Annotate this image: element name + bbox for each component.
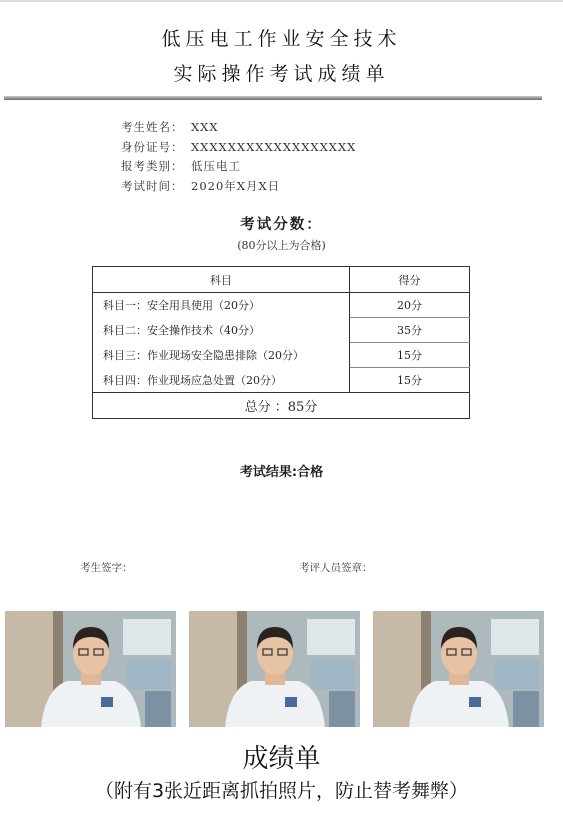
info-row-name [121,118,356,138]
table-row [93,293,470,318]
time-label: 考试时间： [121,178,184,193]
score-cell: 35分 [350,318,470,343]
id-label: 身份证号： [121,139,184,154]
time-value: 2020年X月X日 [191,178,281,193]
title-divider [4,96,542,100]
total-score: 总分 ：85分 [93,393,470,419]
subject-cell: 科目一：安全用具使用（20分） [93,293,350,318]
score-heading: 考试分数： [240,217,323,233]
info-row-id [121,138,356,158]
examinee-info [121,118,356,196]
total-row [93,393,470,419]
exam-result: 考试结果:合格 [239,465,324,480]
examinee-photo-2 [189,611,360,727]
subject-cell: 科目四：作业现场应急处置（20分） [93,368,350,393]
subject-column-header: 科目 [93,267,350,293]
table-row [93,318,470,343]
top-divider [0,0,563,2]
pass-criteria-note: (80分以上为合格) [237,239,326,252]
subject-cell: 科目三：作业现场安全隐患排除（20分） [93,343,350,368]
category-value: 低压电工 [191,159,241,173]
subject-cell: 科目二：安全操作技术（40分） [93,318,350,343]
info-row-time [121,177,356,197]
table-row [93,368,470,393]
score-cell: 20分 [350,293,470,318]
name-value: XXX [191,120,219,134]
score-cell: 15分 [350,343,470,368]
examinee-photo-1 [5,611,176,727]
name-label: 考生姓名： [121,120,184,134]
caption-subtitle: （附有3张近距离抓拍照片，防止替考舞弊） [94,780,469,802]
reviewer-signature-label: 考评人员签章： [299,562,373,574]
score-cell: 15分 [350,368,470,393]
examinee-signature-label: 考生签字： [80,562,133,574]
id-value: XXXXXXXXXXXXXXXXXX [191,139,357,154]
score-column-header: 得分 [350,267,470,293]
info-row-category [121,157,356,177]
document-title-line2: 实际操作考试成绩单 [173,63,390,85]
document-title-line1: 低压电工作业安全技术 [161,28,402,50]
score-table [92,266,470,419]
table-row [93,343,470,368]
table-header-row [93,267,470,293]
examinee-photo-3 [373,611,544,727]
category-label: 报考类别： [121,159,184,173]
caption-title: 成绩单 [242,744,321,774]
